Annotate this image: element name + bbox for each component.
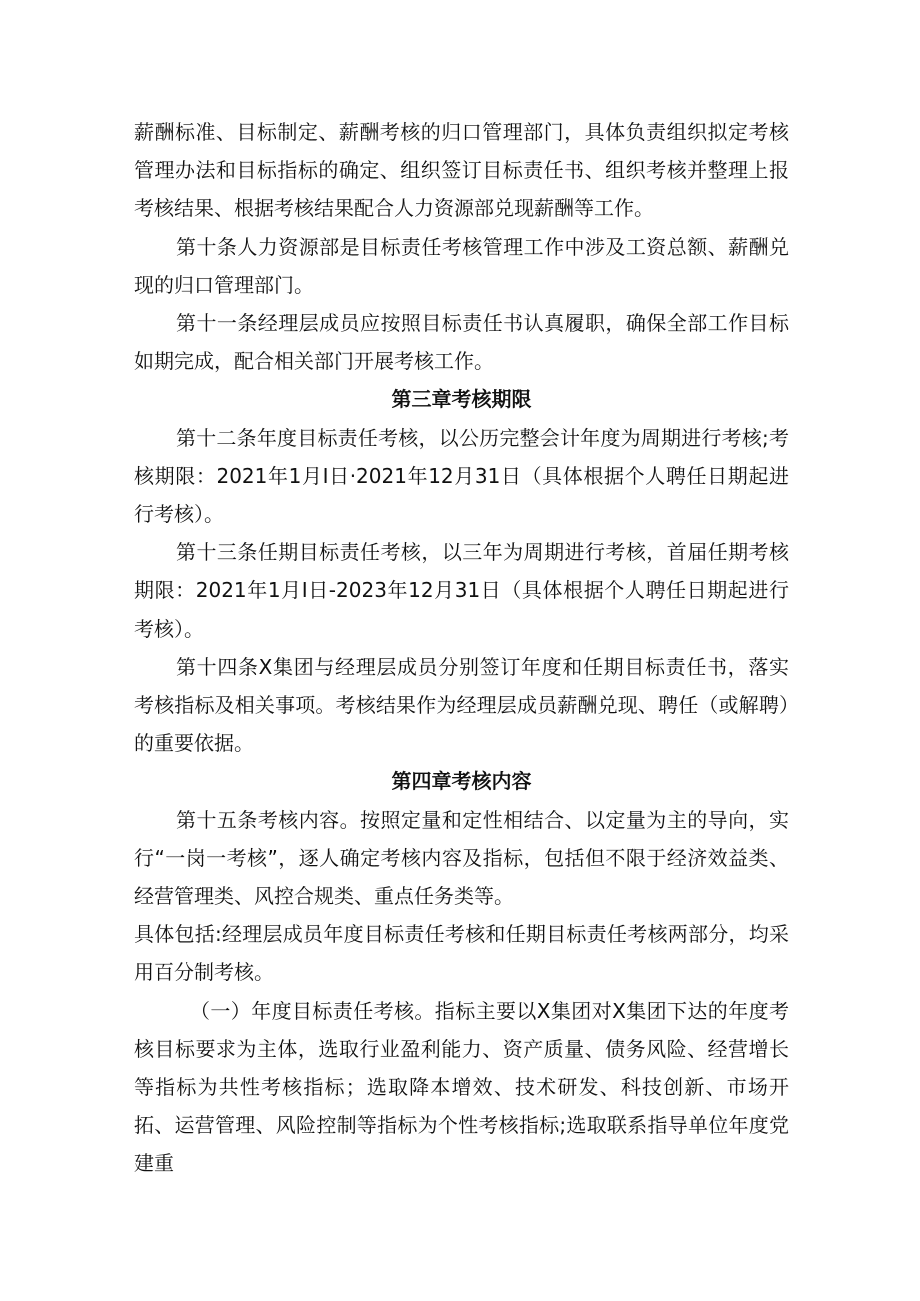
paragraph-annual-assessment: （一）年度目标责任考核。指标主要以X集团对X集团下达的年度考核目标要求为主体，选取行业盈利能力、资产质量、债务风险、经营增长等指标为共性考核指标；选取降本增效、技术研发、科技创新、市场开拓、运营管理、风险控制等指标为个性考核指标;选取联系指导单位年度党建重: [134, 998, 789, 1176]
article-10: 第十条人力资源部是目标责任考核管理工作中涉及工资总额、薪酬兑现的归口管理部门。: [134, 234, 789, 297]
article-15: 第十五条考核内容。按照定量和定性相结合、以定量为主的导向，实行“一岗一考核”，逐人确定考核内容及指标，包括但不限于经济效益类、经营管理类、风控合规类、重点任务类等。: [134, 807, 789, 909]
paragraph-department-duties: 薪酬标准、目标制定、薪酬考核的归口管理部门，具体负责组织拟定考核管理办法和目标指标的确定、组织签订目标责任书、组织考核并整理上报考核结果、根据考核结果配合人力资源部兑现薪酬等工作。: [134, 120, 789, 221]
article-11: 第十一条经理层成员应按照目标责任书认真履职，确保全部工作目标如期完成，配合相关部门开展考核工作。: [134, 311, 789, 374]
document-body: [134, 113, 789, 1183]
article-14: 第十四条X集团与经理层成员分别签订年度和任期目标责任书，落实考核指标及相关事项。考核结果作为经理层成员薪酬兑现、聘任（或解聘）的重要依据。: [134, 654, 789, 756]
article-12: 第十二条年度目标责任考核，以公历完整会计年度为周期进行考核;考核期限：2021年1月I日·2021年12月31日（具体根据个人聘任日期起进行考核）。: [134, 425, 789, 527]
chapter-4-heading: 第四章考核内容: [391, 769, 532, 794]
article-13: 第十三条任期目标责任考核，以三年为周期进行考核，首届任期考核期限：2021年1月I日-2023年12月31日（具体根据个人聘任日期起进行考核）。: [134, 540, 789, 641]
paragraph-specific-contents: 具体包括:经理层成员年度目标责任考核和任期目标责任考核两部分，均采用百分制考核。: [134, 922, 789, 985]
chapter-3-heading: 第三章考核期限: [391, 387, 532, 412]
